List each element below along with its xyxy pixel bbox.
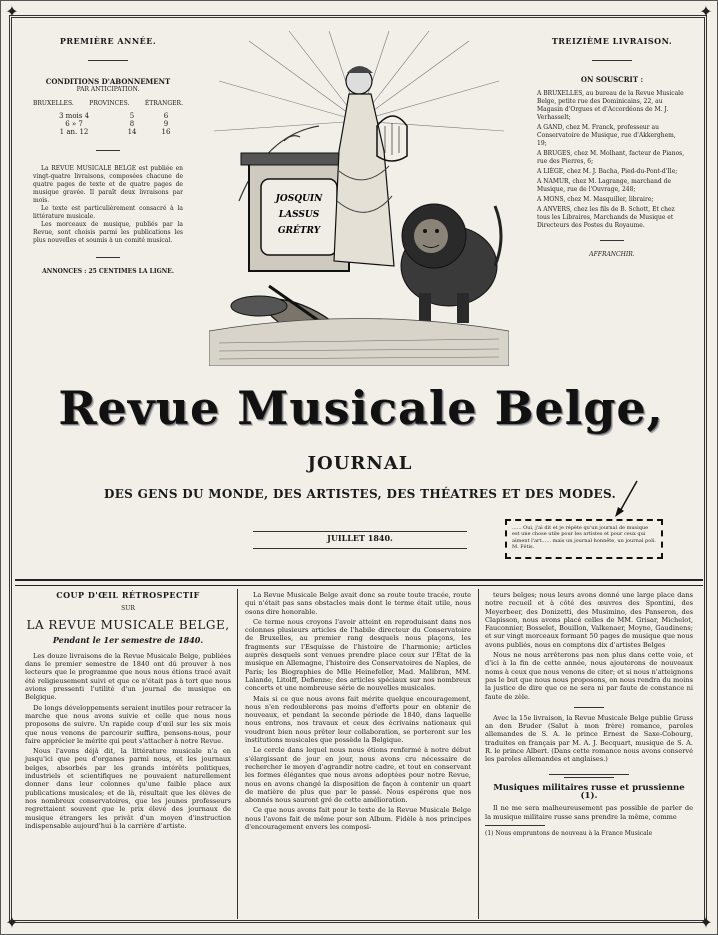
price-table bbox=[33, 112, 183, 136]
list-item: A ANVERS, chez les fils de B. Schott, Et chez tous les Libraires, Marchands de Musique et Directeurs des Postes du Royaume. bbox=[537, 206, 675, 229]
price-cell: 14 bbox=[127, 128, 137, 136]
table-row bbox=[33, 120, 183, 128]
arrow-icon bbox=[613, 479, 643, 519]
year-label: PREMIÈRE ANNÉE. bbox=[59, 36, 157, 46]
souscrit-list bbox=[537, 90, 687, 230]
divider bbox=[574, 707, 604, 708]
article-paragraph: Les douze livraisons de la Revue Musicale Belge, publiées dans le premier semestre de 1840 ont dû prouver à nos lecteurs que le programme que nous nous étions tracé avait été religieusement suivi et que ce n'était pas à tort que nous avions pressenti l'utilité d'un journal de musique en Belgique. bbox=[25, 651, 231, 702]
divider bbox=[600, 240, 624, 241]
plaque-name: GRÉTRY bbox=[277, 226, 321, 236]
epigraph-quote: ...... Oui, j'ai dit et je répète qu'un journal de musique est une chose utile pour les artistes et pour ceux qui aiment l'art...... mais un journal honnête, un journal poli. M. Fétis. bbox=[505, 519, 663, 559]
article-paragraph: Il ne me sera malheureusement pas possible de parler de la musique militaire russe sans prendre la même, comme bbox=[485, 804, 693, 821]
price-cell: 1 an. 12 bbox=[59, 128, 89, 136]
muse-and-lion-engraving-icon bbox=[209, 31, 509, 366]
article-paragraph: teurs belges; nous leurs avons donné une large place dans notre recueil et à côté des œuvres des Spontini, des Meyerbeer, des Donizetti, des Musimino, des Panseron, des Clapisson, nous avons placé celles de MM. Grisar, Michelot, Fauconnier, Bosselet, Bouillon, Valkenaer, Moyne, Gaudinens; et sur vingt morceaux formant 50 pages de musique que nous avons publiés, nous en comptons dix d'artistes Belges bbox=[485, 591, 693, 649]
journal-label: JOURNAL bbox=[307, 453, 413, 474]
corner-ornament-icon: ✦ bbox=[699, 913, 713, 932]
price-cell: 16 bbox=[161, 128, 171, 136]
divider bbox=[96, 257, 120, 258]
table-row bbox=[33, 112, 183, 120]
article-subject: LA REVUE MUSICALE BELGE, bbox=[26, 618, 230, 633]
article-paragraph: De longs développements seraient inutiles pour retracer la marche que nous avons suivie et celle que nous nous proposons de suivre. Un rapide coup d'œil sur les six mois que nous venons de parcourir suffira, pensons-nous, pour faire apprécier le mérite qui peut s'attacher à notre Revue. bbox=[25, 703, 231, 745]
price-cell: 3 mois 4 bbox=[59, 112, 90, 120]
footnote: (1) Nous empruntons de nouveau à la France Musicale bbox=[485, 829, 653, 837]
subscription-conditions bbox=[33, 37, 183, 276]
article-paragraph: La Revue Musicale Belge avait donc sa route toute tracée, route qui n'était pas sans obstacles mais dont le terme était utile, nous osons dire honorable. bbox=[245, 591, 471, 616]
price-cell: 6 bbox=[163, 112, 169, 120]
article-sur: SUR bbox=[121, 605, 135, 613]
list-item: A NAMUR, chez M. Lagrange, marchand de Musique, rue de l'Ouvrage, 248; bbox=[537, 178, 672, 193]
price-cell: 8 bbox=[129, 120, 135, 128]
journal-subtitle: DES GENS DU MONDE, DES ARTISTES, DES THÉATRES ET DES MODES. bbox=[103, 487, 617, 501]
article-paragraph: Ce terme nous croyons l'avoir atteint en reproduisant dans nos colonnes plusieurs articles de l'habile directeur du Conservatoire de Bruxelles, au premier rang desquels nous plaçons, les fragments sur l'Esquisse de l'histoire de l'harmonie; articles auprès desquels sont venues prendre place ceux sur l'État de la musique en Allemagne, l'histoire des Conservatoires de Naples, de Paris; les Biographies de Mlle Heinefeller, Mad. Malibran, MM. Lalande, Litolff, Defienne; des articles spéciaux sur nos nombreux concerts et une nombreuse série de nouvelles musicales. bbox=[245, 617, 471, 693]
column-divider bbox=[237, 589, 238, 919]
article-column-2 bbox=[245, 591, 471, 833]
section-rule bbox=[15, 579, 703, 586]
plaque-name: JOSQUIN bbox=[275, 194, 323, 204]
corner-ornament-icon: ✦ bbox=[699, 2, 713, 21]
regions-row bbox=[33, 100, 183, 108]
issue-date: JUILLET 1840. bbox=[327, 533, 393, 543]
annonces-label: ANNONCES : 25 CENTIMES LA LIGNE. bbox=[42, 268, 174, 275]
article-paragraph: Nous ne nous arrêterons pas non plus dans cette voie, et d'ici à la fin de cette année, nous ajouterons de nouveaux noms à ceux que nous venons de citer; et si nous n'atteignons pas le but que nous nous proposons, on nous rendra du moins la justice de dire que ce ne sera ni par faute de constance ni faute de zèle. bbox=[485, 651, 693, 701]
conditions-subtitle: PAR ANTICIPATION. bbox=[76, 86, 140, 93]
masthead-title: Revue Musicale Belge, bbox=[58, 381, 664, 435]
allegorical-illustration bbox=[209, 31, 509, 366]
region-label: PROVINCES. bbox=[89, 100, 130, 107]
divider bbox=[549, 774, 629, 775]
article-column-3 bbox=[485, 591, 693, 838]
price-cell: 6 » 7 bbox=[65, 120, 83, 128]
subscription-locations bbox=[537, 37, 687, 259]
divider bbox=[485, 825, 545, 826]
list-item: A LIÈGE, chez M. J. Bacha, Pied-du-Pont-d'Ile; bbox=[537, 168, 678, 175]
plaque-name: LASSUS bbox=[278, 210, 320, 220]
article-title: COUP D'ŒIL RÉTROSPECTIF bbox=[56, 590, 200, 600]
price-cell: 9 bbox=[163, 120, 169, 128]
intro-paragraph: Les morceaux de musique, publiés par la Revue, sont choisis parmi les publications les plus nouvelles et soumis à un comité musical. bbox=[33, 221, 183, 244]
article-paragraph: Ce que nous avons fait pour le texte de la Revue Musicale Belge nous l'avons fait de même pour son Album. Fidèle à nos principes d'encouragement envers les composi- bbox=[245, 806, 471, 832]
article-paragraph: Avec la 15e livraison, la Revue Musicale Belge publie Gruss an den Bruder (Salut à mon frère) romance, paroles allemandes de S. A. le prince Ernest de Saxe-Cobourg, traduites en français par M. A. J. Becquart, musique de S. A. R. le prince Albert. (Dans cette romance nous avons conservé les paroles allemandes et anglaises.) bbox=[485, 713, 693, 764]
intro-paragraph: Le texte est particulièrement consacré à la littérature musicale. bbox=[33, 205, 183, 220]
divider bbox=[96, 150, 120, 151]
table-row bbox=[33, 128, 183, 136]
list-item: A GAND, chez M. Franck, professeur au Conservatoire de Musique, rue d'Akkerghem, 19; bbox=[537, 124, 676, 147]
article-paragraph: Mais si ce que nous avons fait mérite quelque encouragement, nous n'en redoublerons pas moins d'efforts pour en obtenir de nouveaux, et pendant la seconde période de 1840, dans laquelle nous entrons, nos travaux et ceux des écrivains nationaux qui voudront bien nous prêter leur collaboration, se porteront sur les institutions musicales que possède la Belgique. bbox=[245, 694, 471, 745]
list-item: A MONS, chez M. Masquiller, libraire; bbox=[537, 196, 654, 203]
list-item: A BRUXELLES, au bureau de la Revue Musicale Belge, petite rue des Dominicains, 22, au Magasin d'Orgues et d'Accordéons de M. J. Verhasselt; bbox=[537, 90, 684, 121]
issue-label: TREIZIÈME LIVRAISON. bbox=[551, 36, 673, 46]
affranchir-label: AFFRANCHIR. bbox=[589, 251, 635, 258]
corner-ornament-icon: ✦ bbox=[5, 2, 19, 21]
list-item: A BRUGES, chez M. Molhant, facteur de Pianos, rue des Pierres, 6; bbox=[537, 150, 685, 165]
article-column-1 bbox=[25, 591, 231, 832]
section-title: Musiques militaires russe et prussienne (1). bbox=[493, 782, 685, 801]
conditions-title: CONDITIONS D'ABONNEMENT bbox=[45, 77, 171, 86]
region-label: BRUXELLES. bbox=[33, 100, 74, 107]
intro-paragraph: La REVUE MUSICALE BELGE est publiée en vingt-quatre livraisons, composées chacune de quatre pages de texte et de quatre pages de musique gravée. Il paraît deux livraisons par mois. bbox=[33, 165, 183, 204]
divider bbox=[564, 777, 614, 778]
article-paragraph: Nous l'avons déjà dit, la littérature musicale n'a en jusqu'ici que peu d'organes parmi nous, et les journaux belges, absorbés par les grands intérêts politiques, industriels et scientifiques ne pouvaient naturellement donner dans leur colonnes qu'une faible place aux publications musicales; et de là, résultait que les élèves de nos nombreux conservatoires, que les jeunes professeurs regrettaient souvent que le prix élevé des journaux de musique étrangers les privât d'un moyen d'instruction indispensable aujourd'hui à la carrière d'artiste. bbox=[25, 747, 231, 830]
souscrit-title: ON SOUSCRIT : bbox=[580, 75, 644, 84]
region-label: ÉTRANGER. bbox=[144, 100, 183, 107]
divider bbox=[592, 60, 632, 61]
article-period: Pendant le 1er semestre de 1840. bbox=[52, 634, 204, 645]
divider bbox=[88, 60, 128, 61]
price-cell: 5 bbox=[129, 112, 135, 120]
article-paragraph: Le cercle dans lequel nous nous étions renfermé à notre début s'élargissant de jour en jour, nous avons cru nécessaire de rechercher le moyen d'agrandir notre cadre, et tout en conservant les formes élégantes que nous avons adoptées pour notre Revue, nous en avons changé la disposition de façon à contenir un quart de matière de plus que par le passé. Nous espérons que nos abonnés nous sauront gré de cette amélioration. bbox=[245, 746, 471, 805]
corner-ornament-icon: ✦ bbox=[5, 913, 19, 932]
column-divider bbox=[478, 589, 479, 919]
